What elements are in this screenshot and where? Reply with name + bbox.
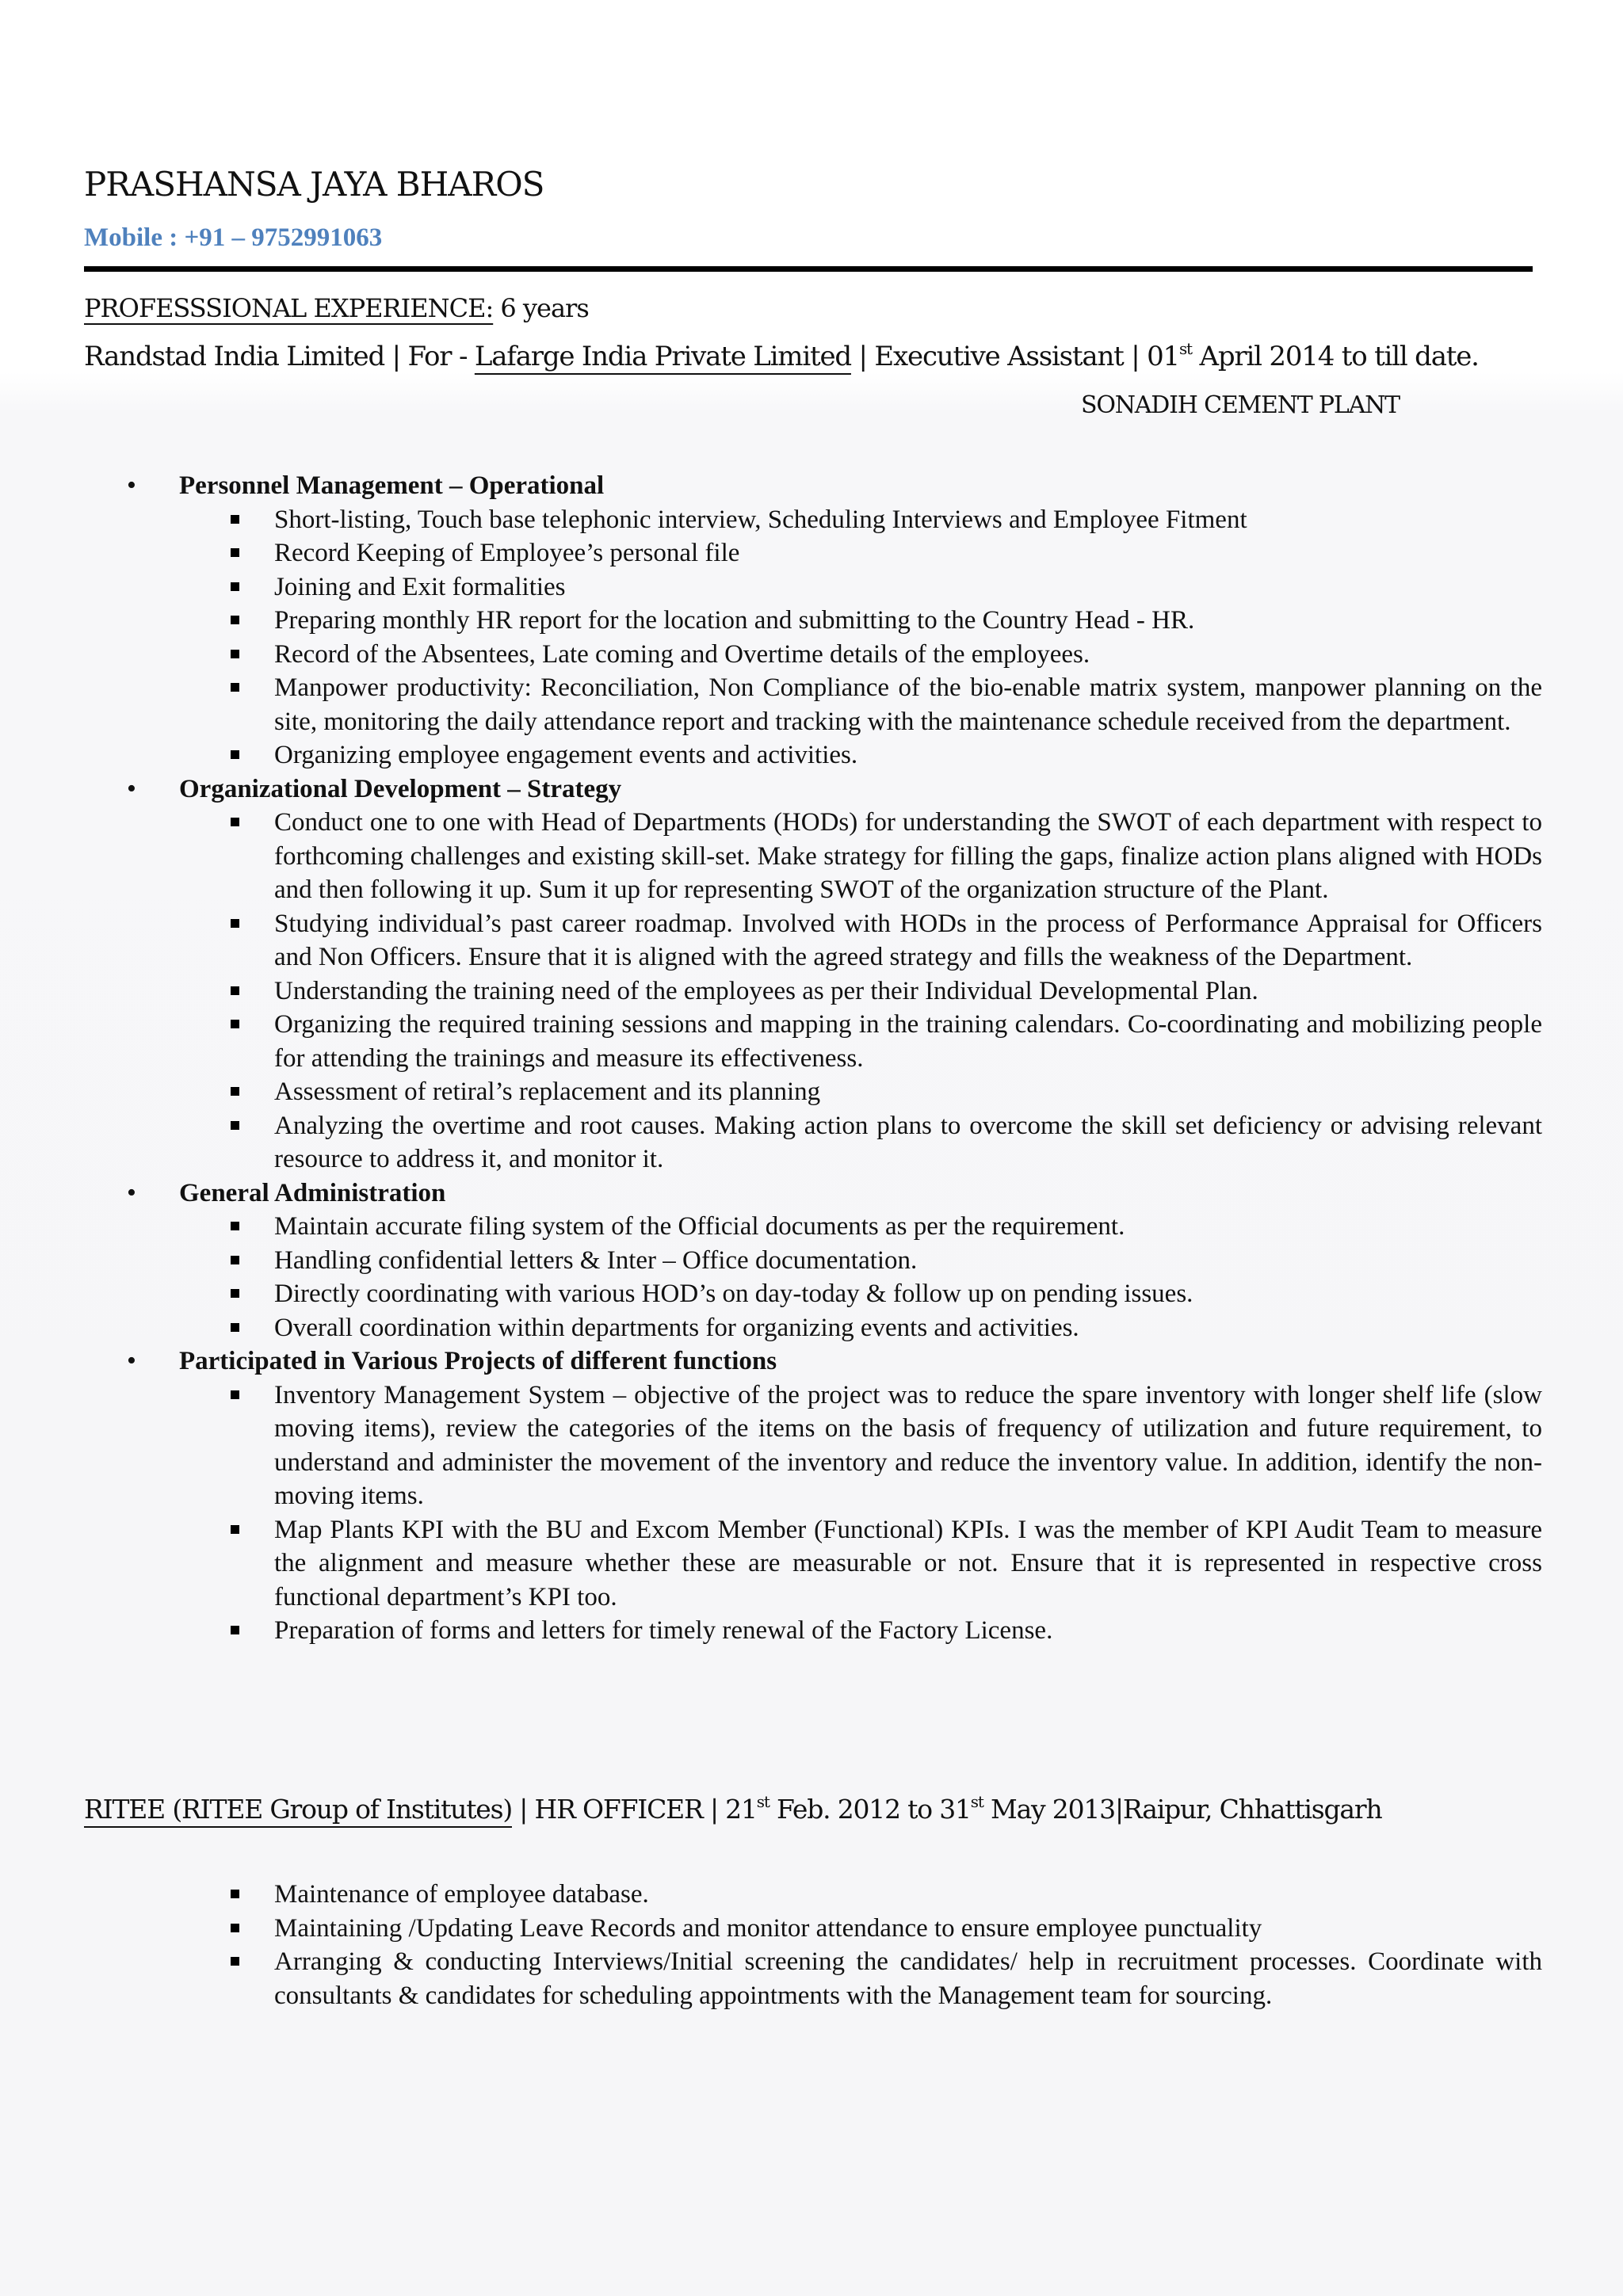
list-item (274, 1614, 1542, 1648)
list-item (274, 1878, 1542, 1912)
job2-company: RITEE (RITEE Group of Institutes) (84, 1794, 512, 1825)
square-bullet-icon (231, 1121, 239, 1130)
item-text: Handling confidential letters & Inter – Office documentation. (274, 1245, 918, 1275)
list-item (274, 1379, 1542, 1513)
square-bullet-icon (231, 650, 239, 658)
item-text: Understanding the training need of the employees as per their Individual Developmental Plan. (274, 976, 1258, 1005)
list-item (274, 907, 1542, 974)
square-bullet-icon (231, 750, 239, 759)
section-list (0, 503, 1623, 772)
section-title: Organizational Development – Strategy (179, 774, 622, 803)
job2-title-line (84, 1792, 1382, 1825)
list-item (274, 1277, 1542, 1311)
square-bullet-icon (231, 1957, 239, 1966)
job1-date: April 2014 to till date. (1191, 341, 1479, 372)
job2-mid: Feb. 2012 to 31 (769, 1794, 971, 1825)
list-item (274, 1210, 1542, 1244)
item-text: Record Keeping of Employee’s personal file (274, 539, 740, 567)
job1-company: Randstad India Limited | For - (84, 341, 475, 372)
experience-heading (84, 293, 589, 323)
square-bullet-icon (231, 1020, 239, 1028)
item-text: Preparing monthly HR report for the location and submitting to the Country Head - HR. (274, 606, 1195, 635)
item-text: Conduct one to one with Head of Departments (HODs) for understanding the SWOT of each department with respect to forthcoming challenges and existing skill-set. Make strategy for filling the gaps, finalize action plans aligned with HODs and then following it up. Sum it up for representing SWOT of the organization structure of the Plant. (274, 808, 1542, 904)
square-bullet-icon (231, 548, 239, 557)
job2-role: | HR OFFICER | 21 (512, 1794, 757, 1825)
square-bullet-icon (231, 1626, 239, 1634)
square-bullet-icon (231, 1323, 239, 1332)
item-text: Directly coordinating with various HOD’s on day-today & follow up on pending issues. (274, 1280, 1193, 1308)
job2-sup2: st (970, 1792, 983, 1811)
item-text: Inventory Management System – objective of the project was to reduce the spare inventory with longer shelf life (slow moving items), review the categories of the items on the basis of frequency of utilization and future requirement, to understand and administer the movement of the inventory and reduce the inventory value. In addition, identify the non-moving items. (274, 1380, 1542, 1510)
item-text: Arranging & conducting Interviews/Initial screening the candidates/ help in recruitment processes. Coordinate with consultants & candidates for scheduling appointments with the Management team for sourcing. (274, 1947, 1542, 2010)
job1-date-sup: st (1178, 339, 1192, 358)
item-text: Organizing the required training sessions and mapping in the training calendars. Co-coordinating and mobilizing people for attending the trainings and measure its effectiveness. (274, 1010, 1542, 1073)
item-text: Analyzing the overtime and root causes. Making action plans to overcome the skill set deficiency or advising relevant resource to address it, and monitor it. (274, 1111, 1542, 1173)
header-divider (84, 266, 1533, 272)
list-item (274, 738, 1542, 772)
item-text: Studying individual’s past career roadmap. Involved with HODs in the process of Performance Appraisal for Officers and Non Officers. Ensure that it is aligned with the agreed strategy and fills the weakness of the Department. (274, 909, 1542, 971)
section-heading (0, 1344, 1623, 1379)
square-bullet-icon (231, 1087, 239, 1096)
square-bullet-icon (231, 1222, 239, 1230)
list-item (274, 503, 1542, 537)
item-text: Assessment of retiral’s replacement and its planning (274, 1077, 821, 1106)
item-text: Overall coordination within departments for organizing events and activities. (274, 1313, 1079, 1342)
job2-details (0, 1878, 1623, 2012)
item-text: Map Plants KPI with the BU and Excom Member (Functional) KPIs. I was the member of KPI Audit Team to measure the alignment and measure whether these are measurable or not. Ensure that it is represented in respective cross functional department’s KPI too. (274, 1515, 1542, 1611)
list-item (274, 1008, 1542, 1075)
item-text: Organizing employee engagement events and activities. (274, 741, 858, 769)
list-item (274, 671, 1542, 738)
item-text: Maintaining /Updating Leave Records and monitor attendance to ensure employee punctuality (274, 1913, 1262, 1943)
list-item (274, 974, 1542, 1009)
list-item (274, 1075, 1542, 1109)
section-heading (0, 1177, 1623, 1211)
square-bullet-icon (231, 919, 239, 928)
item-text: Maintain accurate filing system of the Official documents as per the requirement. (274, 1212, 1125, 1241)
list-item (274, 1109, 1542, 1177)
square-bullet-icon (231, 986, 239, 995)
item-text: Short-listing, Touch base telephonic interview, Scheduling Interviews and Employee Fitment (274, 505, 1247, 534)
job1-details (0, 469, 1623, 1648)
square-bullet-icon (231, 515, 239, 524)
item-text: Joining and Exit formalities (274, 572, 566, 601)
list-item (274, 638, 1542, 672)
list-item (274, 1513, 1542, 1615)
square-bullet-icon (231, 1289, 239, 1298)
list-item (274, 1945, 1542, 2012)
list-item (274, 604, 1542, 638)
square-bullet-icon (231, 1924, 239, 1932)
section-list (0, 806, 1623, 1177)
section-heading (0, 469, 1623, 503)
section-title: Personnel Management – Operational (179, 471, 605, 500)
item-text: Manpower productivity: Reconciliation, Non Compliance of the bio-enable matrix system, manpower planning on the site, monitoring the daily attendance report and tracking with the maintenance schedule received from the department. (274, 673, 1542, 736)
job1-client: Lafarge India Private Limited (474, 341, 851, 372)
job1-role: | Executive Assistant | 01 (850, 341, 1179, 372)
item-text: Record of the Absentees, Late coming and Overtime details of the employees. (274, 639, 1090, 669)
experience-years: 6 years (493, 293, 589, 323)
bullet-icon: • (127, 1177, 136, 1207)
job1-title-line (84, 339, 1479, 372)
square-bullet-icon (231, 616, 239, 624)
square-bullet-icon (231, 1390, 239, 1399)
list-item (274, 1912, 1542, 1946)
list-item (274, 536, 1542, 570)
square-bullet-icon (231, 1525, 239, 1534)
job2-sup1: st (756, 1792, 769, 1811)
list-item (274, 570, 1542, 605)
job2-rest: May 2013|Raipur, Chhattisgarh (983, 1794, 1382, 1825)
square-bullet-icon (231, 1256, 239, 1264)
section-title: General Administration (179, 1178, 446, 1207)
square-bullet-icon (231, 582, 239, 591)
section-heading (0, 772, 1623, 807)
square-bullet-icon (231, 1890, 239, 1898)
bullet-icon: • (127, 1346, 136, 1375)
mobile-number: Mobile : +91 – 9752991063 (84, 223, 383, 252)
item-text: Maintenance of employee database. (274, 1880, 649, 1909)
list-item (274, 1244, 1542, 1278)
section-title: Participated in Various Projects of different functions (179, 1347, 777, 1375)
bullet-icon: • (127, 773, 136, 803)
list-item (274, 806, 1542, 907)
list-item (274, 1311, 1542, 1345)
section-list (0, 1878, 1623, 2012)
square-bullet-icon (231, 818, 239, 826)
job1-plant: SONADIH CEMENT PLANT (1081, 391, 1400, 419)
bullet-icon: • (127, 471, 136, 500)
experience-label: PROFESSSIONAL EXPERIENCE: (84, 293, 494, 323)
candidate-name: PRASHANSA JAYA BHAROS (84, 165, 544, 204)
square-bullet-icon (231, 683, 239, 692)
section-list (0, 1210, 1623, 1344)
item-text: Preparation of forms and letters for timely renewal of the Factory License. (274, 1616, 1053, 1645)
section-list (0, 1379, 1623, 1648)
